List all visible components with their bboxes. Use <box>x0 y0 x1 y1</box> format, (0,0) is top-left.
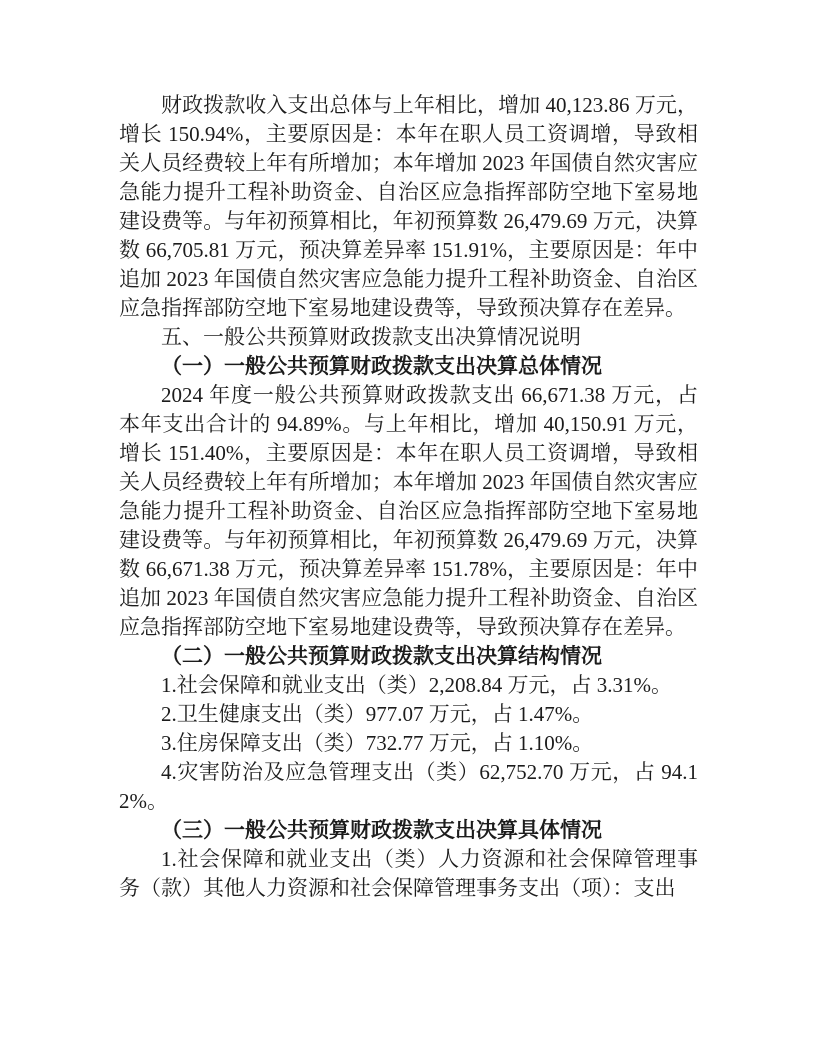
heading-sub-1-overall-situation: （一）一般公共预算财政拨款支出决算总体情况 <box>161 355 602 378</box>
document-content <box>119 91 698 903</box>
paragraph-2024-general-budget-expenditure: 2024 年度一般公共预算财政拨款支出 66,671.38 万元，占本年支出合计的 94.89%。与上年相比，增加 40,150.91 万元，增长 151.40%，主要原因是：本年在职人员工资调增，导致相关人员经费较上年有所增加；本年增加 2023 年国债自然灾害应急能力提升工程补助资金、自治区应急指挥部防空地下室易地建设费等。与年初预算相比，年初预算数 26,479.69 万元，决算数 66,671.38 万元，预决算差异率 151.78%，主要原因是：年中追加 2023 年国债自然灾害应急能力提升工程补助资金、自治区应急指挥部防空地下室易地建设费等，导致预决算存在差异。 <box>119 383 698 639</box>
list-item-housing-security: 3.住房保障支出（类）732.77 万元，占 1.10%。 <box>161 731 594 755</box>
paragraph-fiscal-income-expense-overview: 财政拨款收入支出总体与上年相比，增加 40,123.86 万元，增长 150.94%，主要原因是：本年在职人员工资调增，导致相关人员经费较上年有所增加；本年增加 2023 年国债自然灾害应急能力提升工程补助资金、自治区应急指挥部防空地下室易地建设费等。与年初预算相比，年初预算数 26,479.69 万元，决算数 66,705.81 万元，预决算差异率 151.91%，主要原因是：年中追加 2023 年国债自然灾害应急能力提升工程补助资金、自治区应急指挥部防空地下室易地建设费等，导致预决算存在差异。 <box>119 93 698 320</box>
heading-section-5-general-budget-expenditure-notes: 五、一般公共预算财政拨款支出决算情况说明 <box>161 326 581 349</box>
heading-sub-3-specific-situation: （三）一般公共预算财政拨款支出决算具体情况 <box>161 819 602 842</box>
heading-sub-2-structure-situation: （二）一般公共预算财政拨款支出决算结构情况 <box>161 645 602 668</box>
list-item-disaster-prevention-emergency: 4.灾害防治及应急管理支出（类）62,752.70 万元，占 94.12%。 <box>119 760 698 813</box>
list-item-social-security-employment: 1.社会保障和就业支出（类）2,208.84 万元，占 3.31%。 <box>161 673 672 697</box>
list-item-health: 2.卫生健康支出（类）977.07 万元，占 1.47%。 <box>161 702 594 726</box>
paragraph-social-security-item-detail: 1.社会保障和就业支出（类）人力资源和社会保障管理事务（款）其他人力资源和社会保障管理事务支出（项）：支出 <box>119 847 698 900</box>
